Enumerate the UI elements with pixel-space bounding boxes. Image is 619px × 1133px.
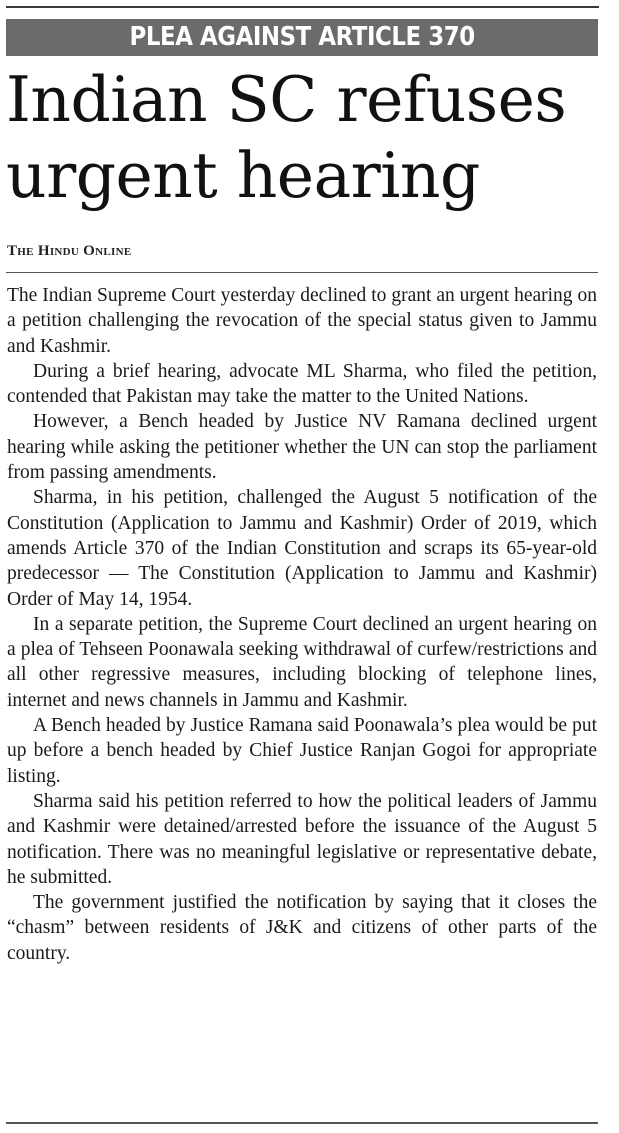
article-body (7, 283, 597, 966)
top-rule (6, 6, 599, 8)
kicker-label: PLEA AGAINST ARTICLE 370 (129, 22, 475, 52)
headline-line-1: Indian SC refuses (6, 63, 567, 136)
bottom-rule (6, 1122, 598, 1124)
paragraph-6: A Bench headed by Justice Ramana said Poonawala’s plea would be put up before a bench headed by Chief Justice Ranjan Gogoi for appropriate listing. (7, 715, 597, 787)
kicker-banner (6, 19, 598, 56)
headline (6, 62, 606, 214)
paragraph-1: The Indian Supreme Court yesterday declined to grant an urgent hearing on a petition challenging the revocation of the special status given to Jammu and Kashmir. (7, 285, 597, 357)
paragraph-3: However, a Bench headed by Justice NV Ramana declined urgent hearing while asking the petitioner whether the UN can stop the parliament from passing amendments. (7, 411, 597, 484)
divider-rule (6, 272, 598, 273)
source-credit: The Hindu Online (7, 243, 132, 259)
paragraph-5: In a separate petition, the Supreme Court declined an urgent hearing on a plea of Tehseen Poonawala seeking withdrawal of curfew/restrictions and all other regressive measures, including blocking of telephone lines, internet and news channels in Jammu and Kashmir. (7, 613, 597, 711)
paragraph-2: During a brief hearing, advocate ML Sharma, who filed the petition, contended that Pakistan may take the matter to the United Nations. (7, 360, 597, 408)
paragraph-4: Sharma, in his petition, challenged the August 5 notification of the Constitution (Application to Jammu and Kashmir) Order of 2019, which amends Article 370 of the Indian Constitution and scraps its 65-year-old predecessor — The Constitution (Application to Jammu and Kashmir) Order of May 14, 1954. (7, 487, 597, 610)
paragraph-8: The government justified the notification by saying that it closes the “chasm” between residents of J&K and citizens of other parts of the country. (7, 892, 597, 964)
paragraph-7: Sharma said his petition referred to how the political leaders of Jammu and Kashmir were detained/arrested before the issuance of the August 5 notification. There was no meaningful legislative or representative debate, he submitted. (7, 790, 597, 888)
headline-line-2: urgent hearing (6, 139, 480, 212)
